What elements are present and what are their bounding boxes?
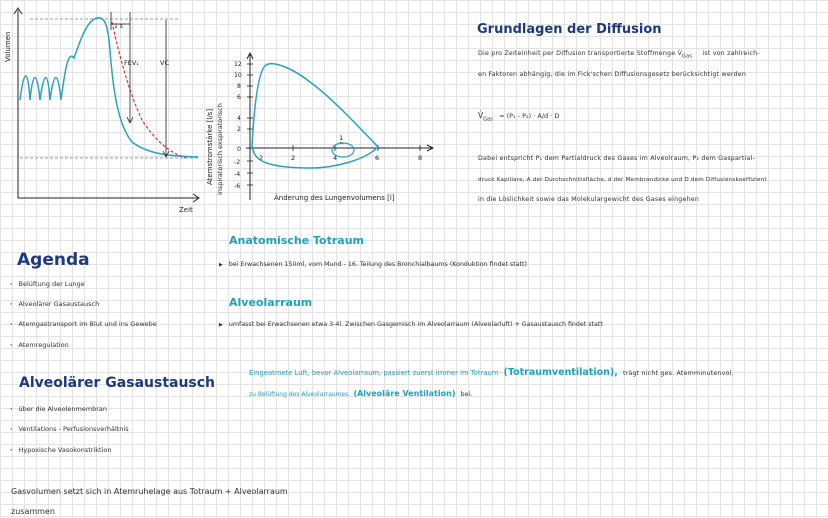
formula-rest: = (P₁ - P₂) · A/d · D [499,112,560,120]
flow-x-tick: 4 [333,154,338,162]
flow-y-tick: 8 [237,83,241,90]
alveolarraum-item-text: umfasst bei Erwachsenen etwa 3-4l. Zwischen Gasgemisch im Alveolarraum (Alveolarluft) + Gasaustausch findet statt [228,321,603,328]
flow-y-tick: 0 [237,146,241,153]
forced-expiration-curve [112,22,186,158]
flow-y-tick: 4 [237,115,241,122]
flow-x-tick: 8 [418,154,423,162]
note-2-bold: (Alveoläre Ventilation) [353,389,456,398]
flow-y-tick: -2 [234,159,241,166]
gasaustausch-title: Alveolärer Gasaustausch [19,375,216,391]
formula-sub: Gas [483,116,493,123]
flow-y-tick: -6 [234,183,241,190]
totraum-title: Anatomische Totraum [229,234,365,247]
flow-y-ticks [234,61,242,190]
flow-volume-chart [200,40,440,215]
fev-label: FEV₁ [124,59,139,67]
alveolarraum-note-1 [249,360,734,379]
diffusion-line-2: en Faktoren abhängig, die im Fick'schen Diffusionsgesetz berücksichtigt werden [478,71,747,78]
spirogram-y-label: Volumen [4,31,12,62]
tidal-breathing-curve [20,18,198,157]
footer-line-1: Gasvolumen setzt sich in Atemruhelage aus Totraum + Alveolarraum [11,487,288,496]
spirogram-x-axis [18,194,199,202]
spirogram-chart [0,0,205,215]
flow-x-tick: 2 [291,154,296,162]
note-1-text: Eingeatmete Luft, bevor Alveolarraum, passiert zuerst immer im Totraum [249,369,499,377]
flow-x-ticks [259,154,422,162]
diffusion-line-1-end: ist von zahlreich- [702,50,760,57]
flow-y-tick: -4 [234,171,241,178]
time-mark-label: 1 s [114,23,123,30]
agenda-item: · Alveolärer Gasaustausch [10,300,99,308]
alveolarraum-item [219,321,603,328]
flow-x-tick: 2 [259,154,264,162]
marker-label: 1 [339,134,344,142]
note-1-bold: (Totraumventilation), [503,367,618,378]
agenda-item: · Belüftung der Lunge [10,280,85,288]
diffusion-explanation-3: in die Löslichkeit sowie das Molekulargewicht des Gases eingehen [478,196,700,203]
diffusion-title: Grundlagen der Diffusion [477,22,662,37]
flow-x-tick: 6 [375,154,380,162]
agenda-item: · Atemgastransport im Blut und ins Gewebe [10,320,157,328]
flow-x-axis [246,145,433,151]
arrow-bullet-icon: ▶ [219,262,223,268]
flow-y-tick: 12 [234,61,242,68]
arrow-bullet-icon: ▶ [219,322,223,328]
flow-x-label: Änderung des Lungenvolumens [l] [274,194,395,202]
agenda-title: Agenda [17,250,90,270]
flow-y-label-primary: Atemstromstärke [l/s] [206,108,214,185]
note-2-end: bei. [460,391,474,398]
diffusion-explanation-2: druck Kapillare, A der Durchschnittsfläche, d der Membrandicke und D dem Diffusionskoeffizient [478,177,767,183]
formula-symbol: V̇ [478,111,484,120]
agenda-item: · Atemregulation [10,341,69,349]
flow-y-tick: 2 [237,126,241,133]
gasaustausch-item: · über die Alveolenmembran [10,405,107,413]
diffusion-line-1-text: Die pro Zeiteinheit per Diffusion transportierte Stoffmenge V̇ [478,50,683,57]
gasaustausch-item: · Hypoxische Vasokonstriktion [10,446,111,454]
flow-y-tick: 6 [237,94,241,101]
flow-volume-loop [252,64,378,168]
alveolarraum-note-2 [249,381,473,400]
totraum-item-text: bei Erwachsenen 150ml, vom Mund - 16. Teilung des Bronchialbaums (Konduktion findet statt) [228,261,527,268]
diffusion-line-1-sub: Gas [682,53,693,60]
diffusion-explanation-1: Dabei entspricht P₁ dem Partialdruck des Gases im Alveolraum, P₂ dem Gaspartial- [478,155,755,162]
totraum-item [219,261,527,268]
spirogram-x-label: Zeit [179,206,193,214]
note-2-text: zu Belüftung des Alveolarraumes [249,391,349,398]
diffusion-line-1 [478,50,760,59]
flow-y-label-secondary: inspiratorisch exspiratorisch [216,103,224,195]
gasaustausch-item: · Ventilations - Perfusionsverhältnis [10,425,129,433]
note-1-end: trägt nicht ges. Atemminutenvol. [622,370,734,377]
diffusion-formula [478,111,559,123]
alveolarraum-title: Alveolarraum [229,296,313,309]
vc-label: VC [160,59,169,67]
flow-y-tick: 10 [234,72,242,79]
spirogram-y-axis [14,8,22,198]
footer-line-2: zusammen [11,507,55,516]
